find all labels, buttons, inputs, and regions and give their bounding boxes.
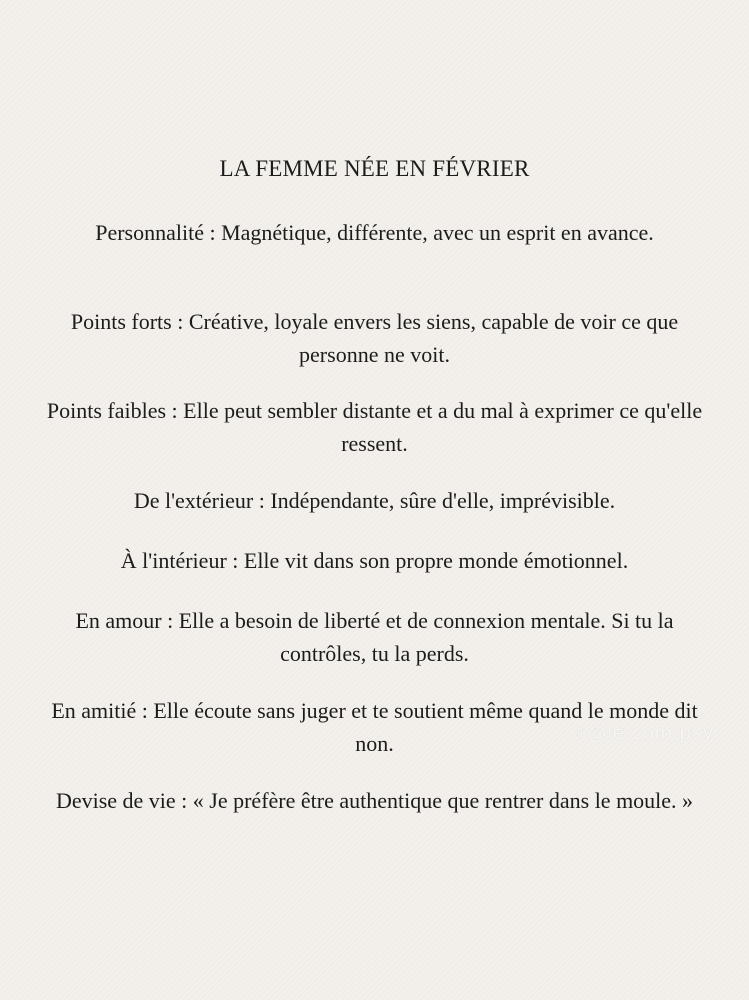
- section-outside: De l'extérieur : Indépendante, sûre d'elle, imprévisible.: [133, 488, 616, 513]
- watermark-handle: @le.coin.psy: [587, 722, 715, 744]
- page-title: LA FEMME NÉE EN FÉVRIER: [219, 156, 530, 181]
- section-motto: Devise de vie : « Je préfère être authentique que rentrer dans le moule. »: [55, 788, 694, 813]
- tiktok-watermark: [573, 722, 714, 744]
- section-personality: Personnalité : Magnétique, différente, avec un esprit en avance.: [95, 220, 654, 245]
- section-love: En amour : Elle a besoin de liberté et de connexion mentale. Si tu la contrôles, tu la perds.: [75, 608, 674, 666]
- section-friendship: En amitié : Elle écoute sans juger et te soutient même quand le monde dit non.: [51, 698, 698, 756]
- section-inside: À l'intérieur : Elle vit dans son propre monde émotionnel.: [120, 548, 629, 573]
- section-strengths: Points forts : Créative, loyale envers les siens, capable de voir ce que personne ne voit.: [70, 309, 679, 367]
- section-weaknesses: Points faibles : Elle peut sembler distante et a du mal à exprimer ce qu'elle ressent.: [46, 398, 703, 456]
- tiktok-icon: ♪: [573, 724, 585, 744]
